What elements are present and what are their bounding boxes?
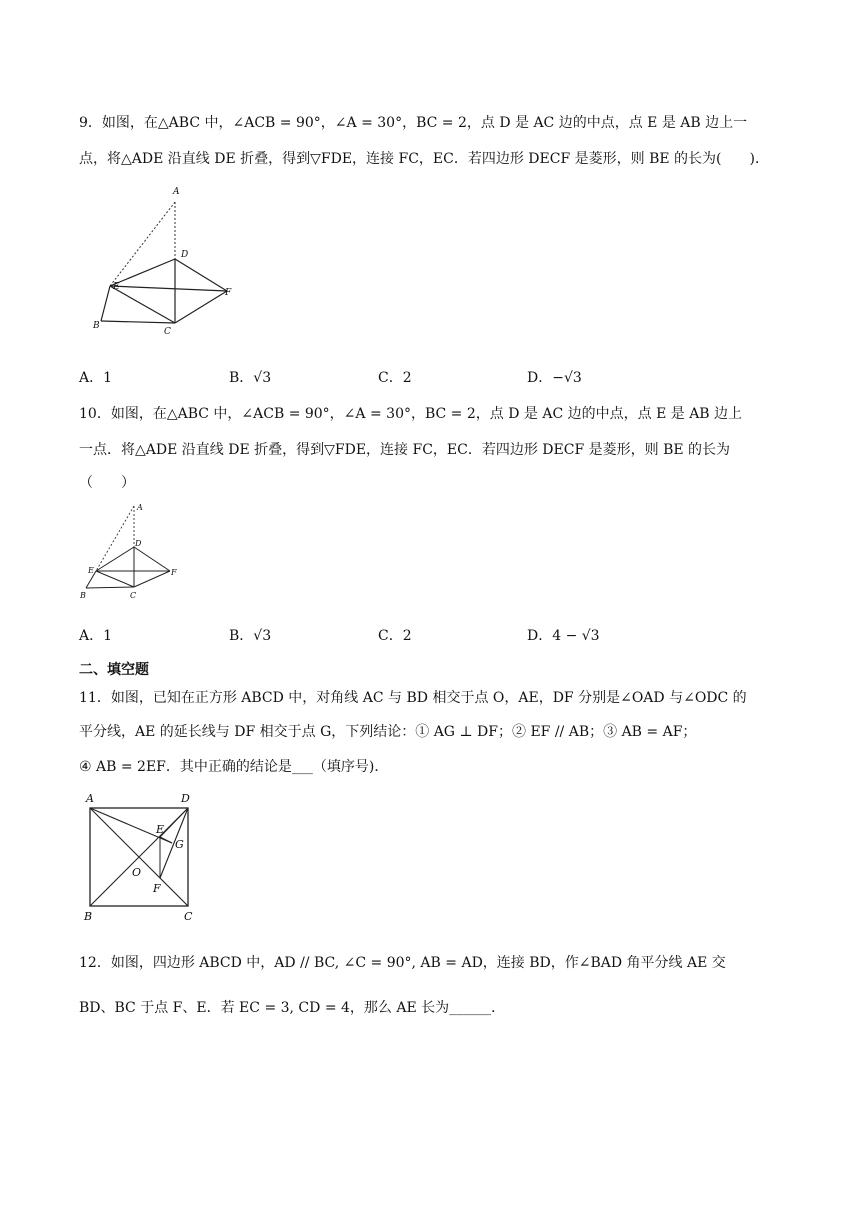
q9-option-b: B．√3 — [229, 370, 272, 386]
q11-label-O: O — [132, 866, 142, 879]
q9-label-C: C — [164, 327, 171, 337]
q10-text-line3: （ ） — [79, 475, 135, 491]
q10-label-E: E — [88, 566, 94, 575]
q11-label-E: E — [156, 823, 165, 836]
q10-label-D: D — [135, 539, 142, 548]
q11-text-line2: 平分线，AE 的延长线与 DF 相交于点 G，下列结论：① AG ⊥ DF；② EF // AB；③ AB = AF； — [79, 724, 697, 740]
q10-label-F: F — [171, 568, 177, 577]
q11-label-A: A — [86, 792, 94, 805]
q10-option-d: D．4 − √3 — [527, 628, 600, 644]
q9-label-A: A — [173, 187, 180, 197]
q10-label-B: B — [80, 591, 86, 600]
q9-option-d: D．−√3 — [527, 370, 582, 386]
q10-label-C: C — [130, 591, 137, 600]
q10-option-a: A．1 — [79, 628, 113, 644]
q12-text-line2: BD、BC 于点 F、E．若 EC = 3, CD = 4，那么 AE 长为______． — [79, 1000, 506, 1016]
q10-text-line2: 一点．将△ADE 沿直线 DE 折叠，得到▽FDE，连接 FC，EC．若四边形 DECF 是菱形，则 BE 的长为 — [79, 442, 731, 458]
q10-option-c: C．2 — [378, 628, 412, 644]
q11-label-C: C — [184, 910, 193, 923]
q11-label-D: D — [181, 792, 190, 805]
q10-figure — [78, 500, 188, 602]
q11-text-line3: ④ AB = 2EF．其中正确的结论是___（填序号)． — [79, 759, 389, 775]
section-heading-fill-in: 二、填空题 — [79, 662, 149, 678]
q9-label-B: B — [93, 321, 100, 331]
q10-text-line1: 10．如图，在△ABC 中，∠ACB = 90°，∠A = 30°，BC = 2，点 D 是 AC 边的中点，点 E 是 AB 边上 — [79, 406, 743, 422]
q10-label-A: A — [137, 503, 143, 512]
q9-option-c: C．2 — [378, 370, 412, 386]
q9-label-E: E — [113, 282, 120, 292]
q11-figure — [80, 788, 200, 928]
q9-option-a: A．1 — [79, 370, 113, 386]
q9-text-line2: 点，将△ADE 沿直线 DE 折叠，得到▽FDE，连接 FC，EC．若四边形 DECF 是菱形，则 BE 的长为( )． — [79, 151, 769, 167]
q11-text-line1: 11．如图，已知在正方形 ABCD 中，对角线 AC 与 BD 相交于点 O，AE，DF 分别是∠OAD 与∠ODC 的 — [79, 690, 747, 706]
q12-text-line1: 12．如图，四边形 ABCD 中，AD // BC, ∠C = 90°, AB = AD，连接 BD，作∠BAD 角平分线 AE 交 — [79, 955, 726, 971]
q9-text-line1: 9．如图，在△ABC 中，∠ACB = 90°，∠A = 30°，BC = 2，点 D 是 AC 边的中点，点 E 是 AB 边上一 — [79, 115, 748, 131]
q9-label-F: F — [225, 288, 232, 298]
q11-label-F: F — [153, 882, 161, 895]
q11-label-G: G — [175, 838, 184, 851]
q9-label-D: D — [181, 250, 189, 260]
q9-figure — [85, 185, 250, 340]
q11-label-B: B — [84, 910, 93, 923]
q10-option-b: B．√3 — [229, 628, 272, 644]
